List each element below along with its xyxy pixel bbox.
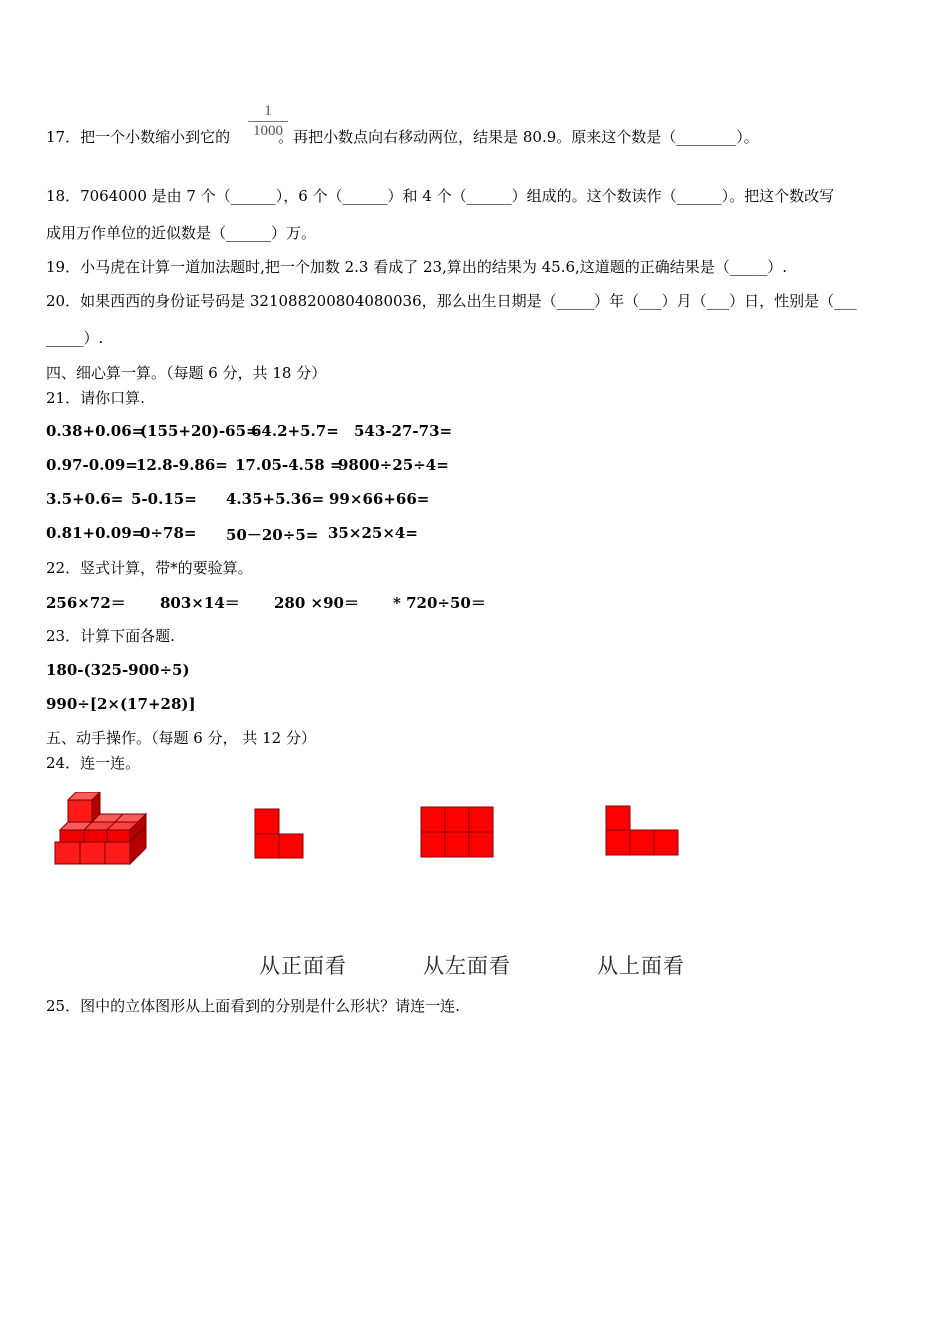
question-20-line-2: _____）.: [46, 329, 104, 347]
question-19: 19．小马虎在计算一道加法题时,把一个加数 2.3 看成了 23,算出的结果为 45.6,这道题的正确结果是（_____）.: [46, 258, 788, 276]
label-top-view: 从上面看: [597, 954, 685, 978]
q21-item: 0.81+0.09=: [46, 524, 145, 542]
q22-item: 280 ×90＝: [274, 594, 359, 612]
question-18-line-1: 18．7064000 是由 7 个（______），6 个（______）和 4 个（______）组成的。这个数读作（______）。把这个数改写: [46, 187, 835, 205]
question-17: [46, 127, 759, 147]
fraction-bar: [248, 121, 288, 122]
fraction-one-thousandth: [246, 103, 290, 140]
section-4-heading: 四、细心算一算。（每题 6 分，共 18 分）: [46, 364, 327, 382]
q21-item: 4.35+5.36=: [226, 490, 325, 508]
section-5-heading: 五、动手操作。（每题 6 分， 共 12 分）: [46, 729, 316, 747]
q22-item: 803×14＝: [160, 594, 240, 612]
question-23-title: 23．计算下面各题.: [46, 627, 175, 645]
q21-item: 12.8-9.86=: [136, 456, 228, 474]
q21-item: 5-0.15=: [131, 490, 197, 508]
q21-item: 0.38+0.06=: [46, 422, 145, 440]
q17-text-after: 。再把小数点向右移动两位，结果是 80.9。原来这个数是（________）。: [278, 128, 759, 146]
shape-small-l: [254, 808, 306, 860]
q22-item: * 720÷50＝: [393, 594, 486, 612]
q23-item-1: 180-(325-900÷5): [46, 661, 190, 679]
question-18-line-2: 成用万作单位的近似数是（______）万。: [46, 224, 317, 242]
q21-item: 0÷78=: [140, 524, 197, 542]
q21-item: 50－20÷5=: [226, 526, 319, 544]
q22-item: 256×72＝: [46, 594, 126, 612]
fraction-denominator: 1000: [253, 123, 283, 139]
q21-item: 64.2+5.7=: [251, 422, 339, 440]
q21-item: 35×25×4=: [328, 524, 418, 542]
label-left-view: 从左面看: [423, 954, 511, 978]
label-front-view: 从正面看: [259, 954, 347, 978]
question-20-line-1: 20．如果西西的身份证号码是 321088200804080036，那么出生日期是（_____）年（___）月（___）日，性别是（___: [46, 292, 857, 310]
cube-stack-figure: [50, 792, 150, 868]
q17-text-before: 17．把一个小数缩小到它的: [46, 128, 231, 146]
q23-item-2: 990÷[2×(17+28)]: [46, 695, 196, 713]
question-22-title: 22．竖式计算，带*的要验算。: [46, 559, 253, 577]
q21-item: 9800÷25÷4=: [338, 456, 449, 474]
q21-item: 543-27-73=: [354, 422, 453, 440]
question-24-title: 24．连一连。: [46, 754, 141, 772]
question-25: 25．图中的立体图形从上面看到的分别是什么形状？请连一连.: [46, 997, 460, 1015]
q21-item: 0.97-0.09=: [46, 456, 138, 474]
q21-item: 99×66+66=: [329, 490, 430, 508]
q21-item: 17.05-4.58 =: [235, 456, 343, 474]
q21-item: (155+20)-65=: [140, 422, 259, 440]
fraction-numerator: 1: [264, 103, 272, 119]
question-21-title: 21．请你口算.: [46, 389, 145, 407]
shape-long-l: [605, 805, 681, 859]
q21-item: 3.5+0.6=: [46, 490, 124, 508]
shape-two-by-three: [420, 806, 496, 860]
